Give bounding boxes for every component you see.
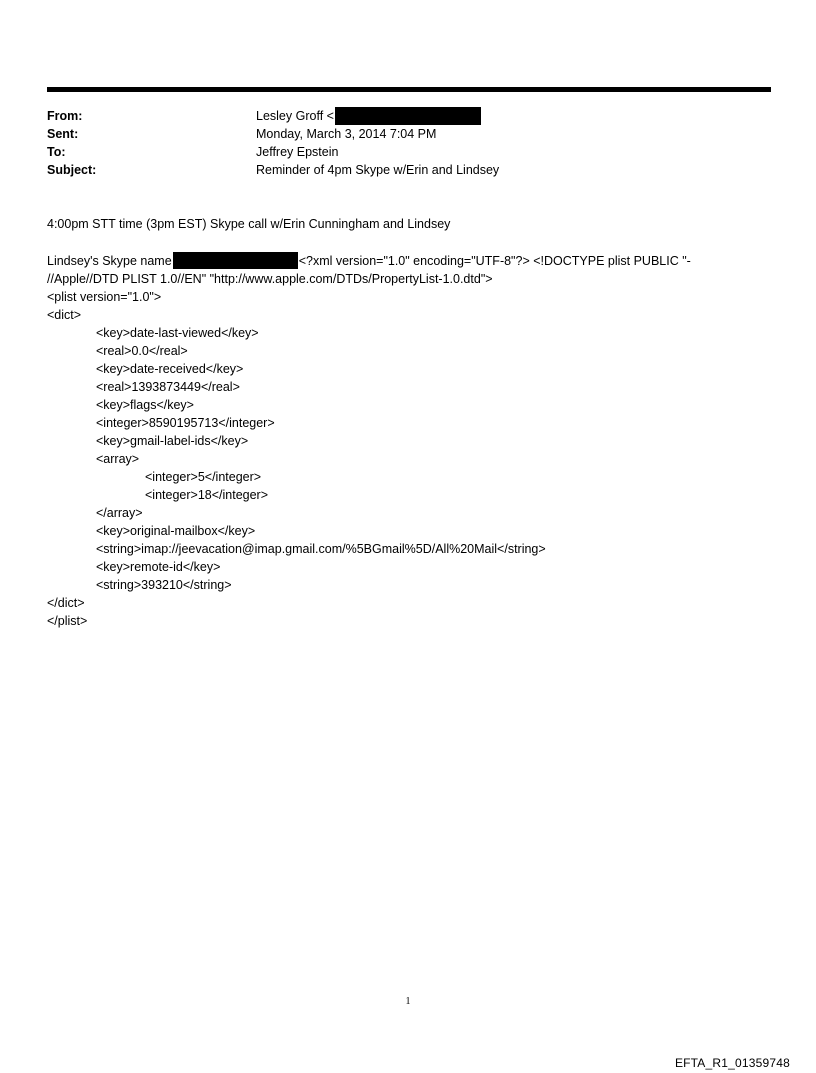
to-label: To: [47, 145, 66, 159]
from-value [256, 107, 481, 125]
plist-open-line: <plist version="1.0"> [47, 290, 162, 304]
subject-value: Reminder of 4pm Skype w/Erin and Lindsey [256, 163, 500, 177]
array-item-line: <integer>5</integer> [145, 470, 262, 484]
bates-number: EFTA_R1_01359748 [674, 1056, 790, 1070]
subject-label: Subject: [47, 163, 97, 177]
plist-line: <key>date-last-viewed</key> [96, 326, 259, 340]
plist-line: </array> [96, 506, 143, 520]
plist-line: <real>1393873449</real> [96, 380, 240, 394]
doctype-line: //Apple//DTD PLIST 1.0//EN" "http://www.apple.com/DTDs/PropertyList-1.0.dtd"> [47, 272, 493, 286]
from-name: Lesley Groff < [256, 109, 334, 123]
plist-line: <string>393210</string> [96, 578, 232, 592]
to-value: Jeffrey Epstein [256, 145, 339, 159]
plist-line: <real>0.0</real> [96, 344, 188, 358]
xml-declaration: <?xml version="1.0" encoding="UTF-8"?> <!DOCTYPE plist PUBLIC "- [298, 254, 691, 268]
plist-line: <integer>8590195713</integer> [96, 416, 275, 430]
email-body [47, 252, 691, 630]
array-item-line: <integer>18</integer> [145, 488, 269, 502]
skype-prefix: Lindsey's Skype name [47, 254, 172, 268]
redaction-box [335, 107, 481, 125]
plist-line: <key>flags</key> [96, 398, 194, 412]
plist-close-line: </plist> [47, 614, 88, 628]
dict-close-line: </dict> [47, 596, 85, 610]
plist-line: <string>imap://jeevacation@imap.gmail.com/%5BGmail%5D/All%20Mail</string> [96, 542, 546, 556]
header-divider [47, 87, 771, 92]
page-number: 1 [405, 996, 411, 1007]
skype-name-line [47, 252, 691, 270]
dict-open-line: <dict> [47, 308, 82, 322]
sent-label: Sent: [47, 127, 79, 141]
plist-line: <key>original-mailbox</key> [96, 524, 256, 538]
sent-value: Monday, March 3, 2014 7:04 PM [256, 127, 437, 141]
plist-line: <key>gmail-label-ids</key> [96, 434, 249, 448]
plist-line: <key>remote-id</key> [96, 560, 221, 574]
intro-line: 4:00pm STT time (3pm EST) Skype call w/Erin Cunningham and Lindsey [47, 217, 451, 231]
plist-line: <array> [96, 452, 140, 466]
from-label: From: [47, 109, 83, 123]
redaction-box [173, 252, 298, 269]
plist-line: <key>date-received</key> [96, 362, 244, 376]
